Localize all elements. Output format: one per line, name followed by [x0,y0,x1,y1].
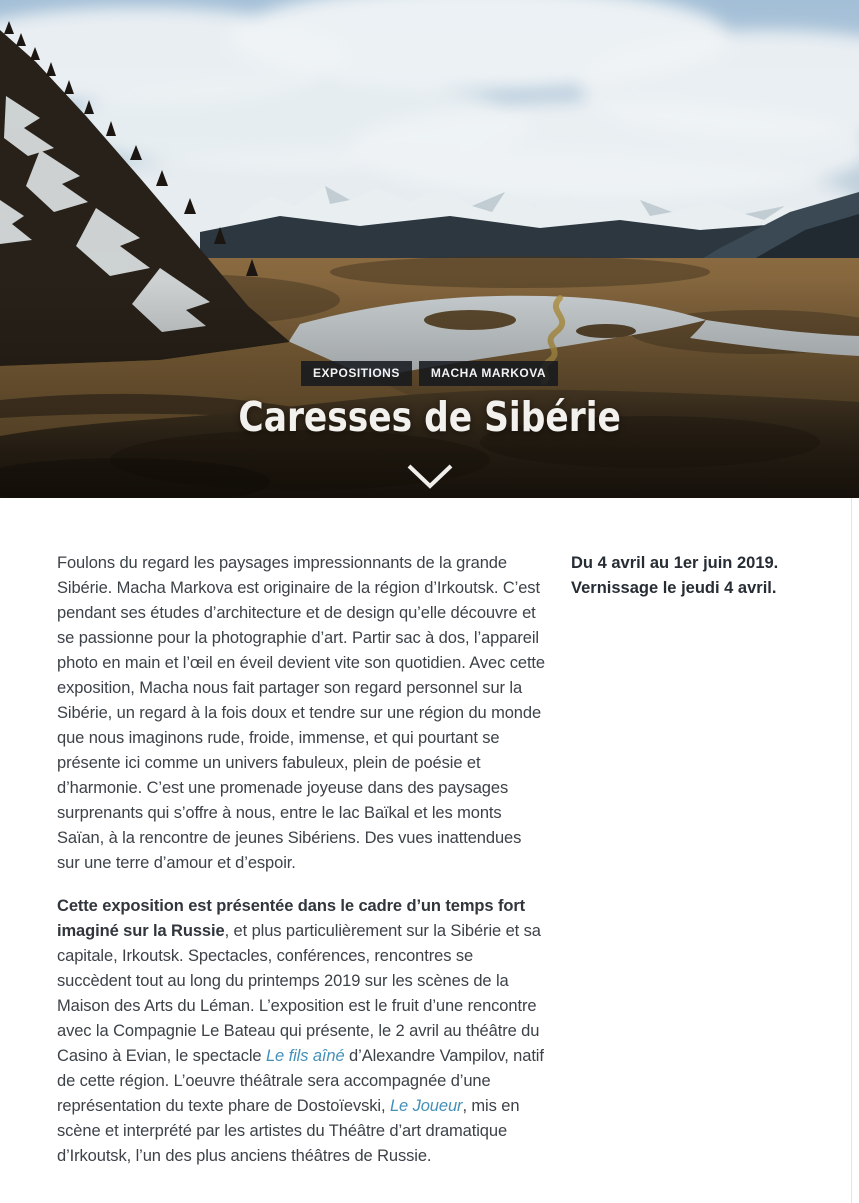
paragraph-text: , et plus particulièrement sur la Sibérie et sa capitale, Irkoutsk. Spectacles, conférences, rencontres se succèdent tout au long du printemps 2019 sur les scènes de la Maison des Arts du Léman. L’exposition est le fruit d’une rencontre avec la Compagnie Le Bateau qui présente, le 2 avril au théâtre du Casino à Evian, le spectacle [57,922,541,1065]
paragraph-text: , mis en scène et interprété par les artistes du Théâtre d’art dramatique d’Irkoutsk, l’un des plus anciens théâtres de Russie. [57,1097,520,1165]
paragraph-context [57,894,547,1169]
page-edge-line [851,498,852,1203]
page-title: Caresses de Sibérie [238,393,621,441]
chevron-down-icon [407,463,453,489]
article-body [57,551,547,1169]
scroll-down-button[interactable] [407,462,453,490]
hero-banner [0,0,859,498]
event-dates [571,551,816,601]
breadcrumb-item[interactable]: MACHA MARKOVA [419,361,558,386]
paragraph-lead-bold: Cette exposition est présentée dans le cadre d’un temps fort imaginé sur la Russie [57,897,526,940]
inline-link[interactable]: Le fils aîné [265,1047,345,1065]
hero-overlay [0,361,859,490]
paragraph-text: d’Alexandre Vampilov, natif de cette région. L’oeuvre théâtrale sera accompagnée d’une représentation du texte phare de Dostoïevski, [57,1047,544,1115]
article-content [0,498,859,1169]
date-range-text: Du 4 avril au 1er juin 2019. [571,554,779,572]
inline-link[interactable]: Le Joueur [389,1097,463,1115]
breadcrumb-item[interactable]: EXPOSITIONS [301,361,412,386]
vernissage-text: Vernissage le jeudi 4 avril. [571,579,777,597]
paragraph-intro: Foulons du regard les paysages impressionnants de la grande Sibérie. Macha Markova est originaire de la région d’Irkoutsk. C’est pendant ses études d’architecture et de design qu’elle découvre et se passionne pour la photographie d’art. Partir sac à dos, l’appareil photo en main et l’œil en éveil devient vite son quotidien. Avec cette exposition, Macha nous fait partager son regard personnel sur la Sibérie, un regard à la fois doux et tendre sur une région du monde que nous imaginons rude, froide, immense, et qui pourtant se présente ici comme un univers fabuleux, plein de poésie et d’harmonie. C’est une promenade joyeuse dans des paysages surprenants qui s’offre à nous, entre le lac Baïkal et les monts Saïan, à la rencontre de jeunes Sibériens. Des vues inattendues sur une terre d’amour et d’espoir. [57,554,545,872]
breadcrumb [301,361,558,386]
